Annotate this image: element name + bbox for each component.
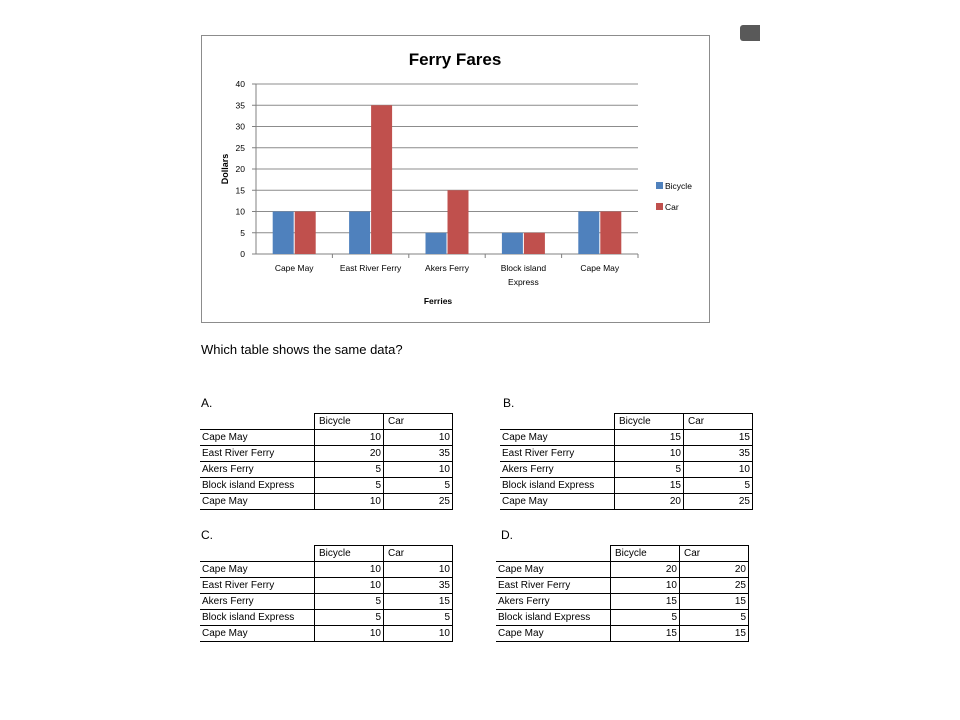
table-header-cell: Car [680, 546, 749, 562]
table-row [200, 562, 453, 578]
table-cell: 5 [615, 462, 684, 478]
table-cell: 5 [315, 478, 384, 494]
option-b-label: B. [503, 396, 515, 410]
table-row-label: East River Ferry [200, 578, 315, 594]
ferry-fares-chart [201, 35, 710, 323]
x-tick-label: Block island Express [500, 263, 547, 287]
table-header-cell: Car [684, 414, 753, 430]
y-tick-label: 30 [235, 121, 245, 132]
table-row [200, 446, 453, 462]
x-axis-label: Ferries [423, 296, 453, 306]
table-cell: 10 [384, 462, 453, 478]
bar-car-0 [295, 212, 316, 255]
question-text: Which table shows the same data? [201, 342, 403, 357]
table-header-blank [500, 414, 615, 430]
table-row [496, 578, 749, 594]
table-header-blank [496, 546, 611, 562]
y-tick-label: 25 [235, 142, 245, 153]
table-row-label: Akers Ferry [200, 594, 315, 610]
table-cell: 15 [680, 626, 749, 642]
table-cell: 5 [384, 610, 453, 626]
table-row [200, 578, 453, 594]
table-row-label: Cape May [496, 626, 611, 642]
x-tick-label: Cape May [274, 263, 314, 273]
table-header-cell: Bicycle [615, 414, 684, 430]
bar-car-3 [524, 233, 545, 254]
table-row-label: East River Ferry [500, 446, 615, 462]
y-tick-label: 0 [240, 249, 245, 259]
chart-title: Ferry Fares [408, 50, 502, 69]
legend-label-car: Car [665, 202, 679, 212]
table-header-blank [200, 414, 315, 430]
table-row-label: Cape May [200, 626, 315, 642]
table-row [496, 594, 749, 610]
table-header-blank [200, 546, 315, 562]
table-header-cell: Bicycle [315, 414, 384, 430]
table-cell: 10 [384, 430, 453, 446]
table-cell: 5 [680, 610, 749, 626]
table-row [200, 626, 453, 642]
table-row [500, 462, 753, 478]
option-a-label: A. [201, 396, 213, 410]
bar-bicycle-4 [578, 212, 599, 255]
table-row [500, 446, 753, 462]
table-row-label: Akers Ferry [496, 594, 611, 610]
table-cell: 10 [315, 578, 384, 594]
bar-bicycle-1 [349, 212, 370, 255]
option-b-table [500, 413, 753, 510]
table-cell: 15 [615, 478, 684, 494]
bar-car-1 [371, 105, 392, 254]
table-cell: 5 [315, 610, 384, 626]
table-cell: 20 [680, 562, 749, 578]
option-c-label: C. [201, 528, 213, 542]
table-cell: 10 [315, 430, 384, 446]
table-row-label: Cape May [200, 494, 315, 510]
table-row-label: Block island Express [200, 478, 315, 494]
table-cell: 25 [680, 578, 749, 594]
table-row [500, 430, 753, 446]
table-cell: 25 [684, 494, 753, 510]
table-cell: 10 [315, 626, 384, 642]
table-cell: 5 [684, 478, 753, 494]
table-cell: 5 [315, 462, 384, 478]
table-cell: 5 [611, 610, 680, 626]
table-cell: 15 [384, 594, 453, 610]
y-tick-label: 5 [240, 227, 245, 238]
x-tick-label: Akers Ferry [425, 263, 469, 273]
corner-tab[interactable] [740, 25, 760, 41]
table-row-label: Cape May [200, 430, 315, 446]
bar-bicycle-2 [426, 233, 447, 254]
table-header-row [500, 414, 753, 430]
table-row [200, 610, 453, 626]
legend-swatch-car [656, 203, 663, 210]
bar-car-4 [600, 212, 621, 255]
table-row [496, 562, 749, 578]
table-cell: 35 [684, 446, 753, 462]
x-tick-label: East River Ferry [339, 263, 402, 273]
y-axis-label: Dollars [220, 153, 230, 185]
table-row [500, 494, 753, 510]
table-cell: 10 [384, 626, 453, 642]
table-row [496, 610, 749, 626]
table-header-cell: Bicycle [315, 546, 384, 562]
y-tick-label: 40 [235, 79, 245, 89]
table-cell: 10 [684, 462, 753, 478]
table-row [200, 430, 453, 446]
table-row-label: Cape May [500, 494, 615, 510]
table-header-row [496, 546, 749, 562]
table-cell: 15 [615, 430, 684, 446]
table-row-label: Block island Express [496, 610, 611, 626]
table-cell: 15 [611, 594, 680, 610]
table-row [200, 462, 453, 478]
table-row-label: Cape May [200, 562, 315, 578]
option-c-table [200, 545, 453, 642]
option-d-table [496, 545, 749, 642]
table-row [496, 626, 749, 642]
y-tick-label: 35 [235, 100, 245, 111]
table-row [200, 494, 453, 510]
table-cell: 10 [611, 578, 680, 594]
table-row [200, 594, 453, 610]
table-cell: 10 [315, 562, 384, 578]
table-cell: 20 [315, 446, 384, 462]
table-cell: 5 [384, 478, 453, 494]
table-cell: 15 [684, 430, 753, 446]
table-cell: 20 [611, 562, 680, 578]
table-header-row [200, 414, 453, 430]
table-header-cell: Car [384, 414, 453, 430]
legend-label-bicycle: Bicycle [665, 181, 692, 191]
table-cell: 35 [384, 446, 453, 462]
table-cell: 25 [384, 494, 453, 510]
table-row [500, 478, 753, 494]
table-row-label: Block island Express [500, 478, 615, 494]
y-tick-label: 10 [235, 206, 245, 217]
table-cell: 10 [615, 446, 684, 462]
table-row-label: Cape May [500, 430, 615, 446]
table-cell: 15 [680, 594, 749, 610]
table-cell: 10 [315, 494, 384, 510]
y-tick-label: 20 [235, 164, 245, 174]
table-row-label: Cape May [496, 562, 611, 578]
table-cell: 10 [384, 562, 453, 578]
bar-bicycle-3 [502, 233, 523, 254]
table-cell: 15 [611, 626, 680, 642]
table-header-row [200, 546, 453, 562]
table-cell: 20 [615, 494, 684, 510]
table-row-label: Akers Ferry [200, 462, 315, 478]
table-cell: 5 [315, 594, 384, 610]
x-tick-label: Cape May [580, 263, 620, 273]
table-header-cell: Car [384, 546, 453, 562]
table-header-cell: Bicycle [611, 546, 680, 562]
table-cell: 35 [384, 578, 453, 594]
legend-swatch-bicycle [656, 182, 663, 189]
y-tick-label: 15 [235, 185, 245, 196]
option-d-label: D. [501, 528, 513, 542]
bar-bicycle-0 [273, 212, 294, 255]
table-row-label: Akers Ferry [500, 462, 615, 478]
bar-car-2 [448, 190, 469, 254]
table-row [200, 478, 453, 494]
table-row-label: Block island Express [200, 610, 315, 626]
table-row-label: East River Ferry [200, 446, 315, 462]
chart-svg [202, 36, 709, 322]
table-row-label: East River Ferry [496, 578, 611, 594]
option-a-table [200, 413, 453, 510]
